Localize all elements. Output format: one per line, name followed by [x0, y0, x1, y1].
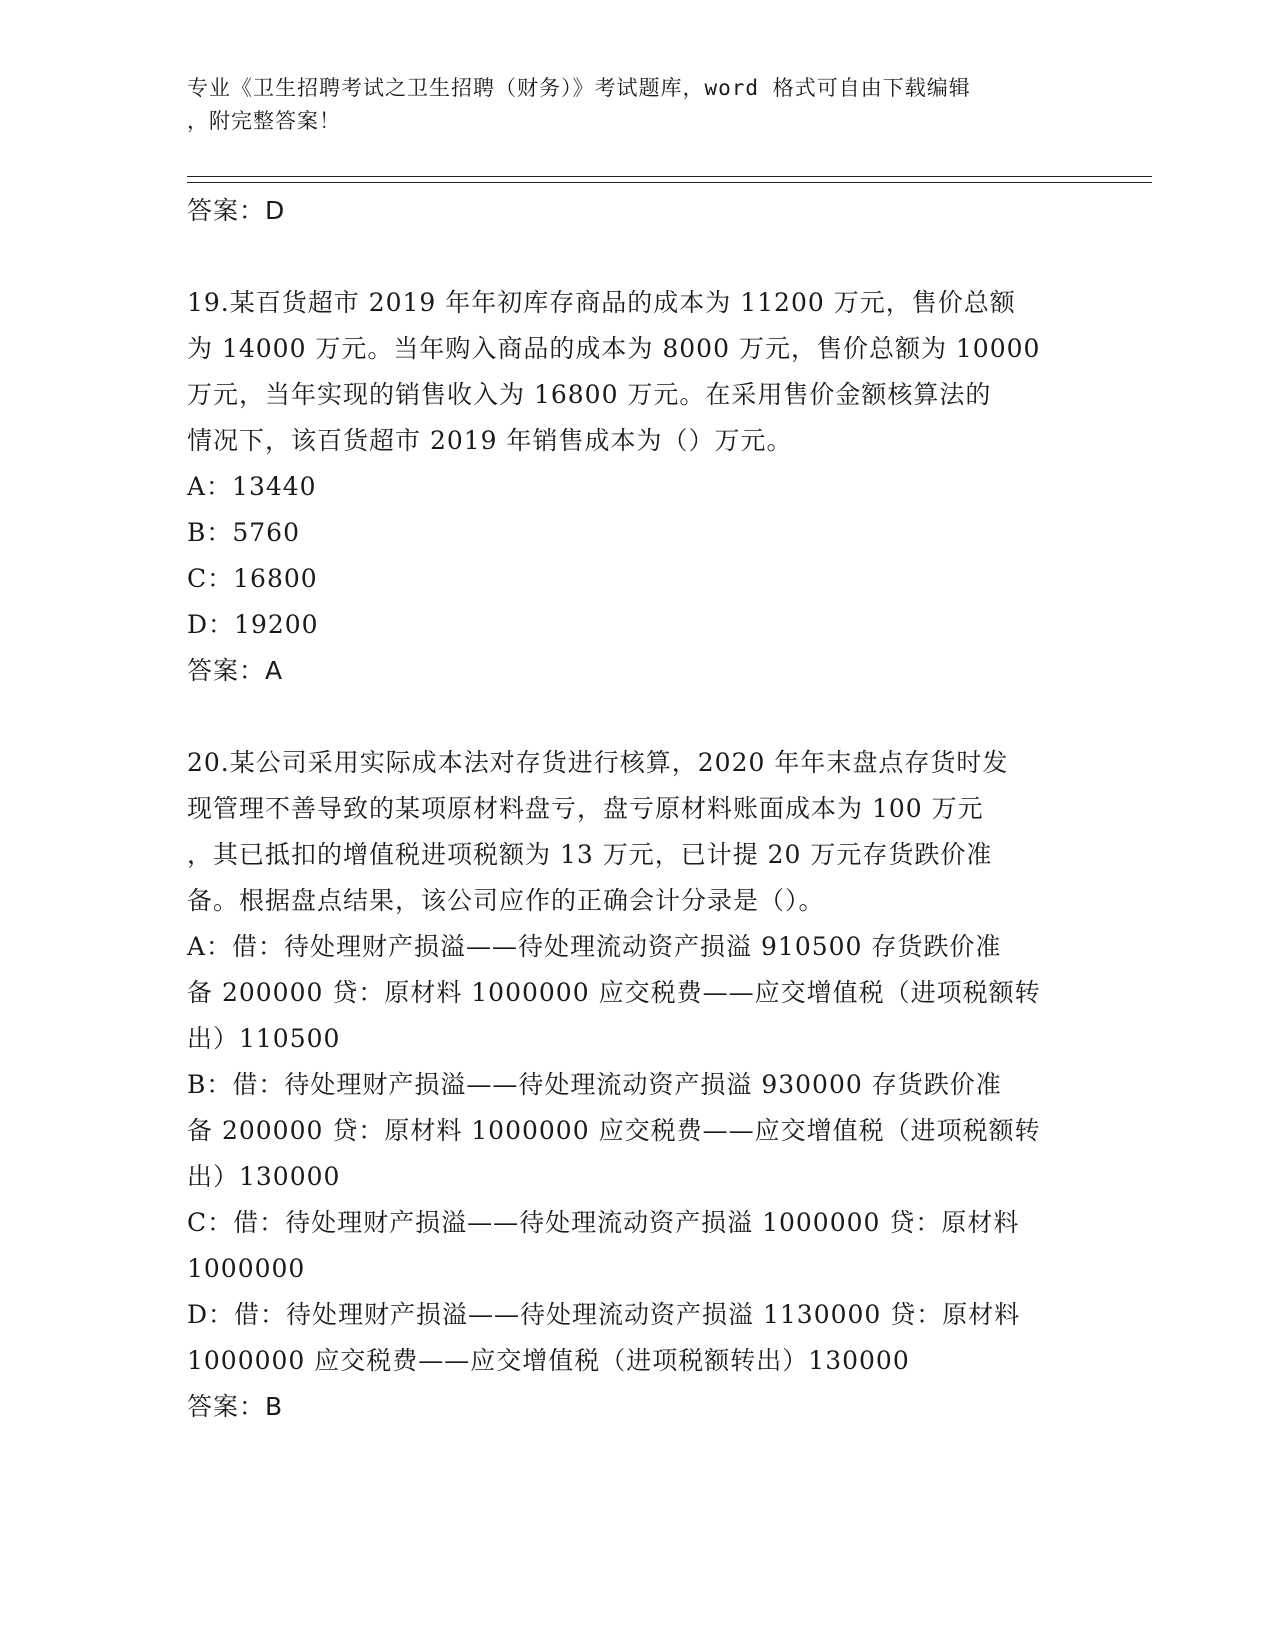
- option-a-line: 备 200000 贷：原材料 1000000 应交税费——应交增值税（进项税额转: [187, 978, 1041, 1007]
- question-text-line: 情况下，该百货超市 2019 年销售成本为（）万元。: [187, 426, 793, 455]
- option-d-line: D：借：待处理财产损溢——待处理流动资产损溢 1130000 贷：原材料: [187, 1300, 1021, 1329]
- header-divider-bottom: [187, 182, 1152, 183]
- page-header: [187, 72, 1067, 138]
- option-d-line: 1000000 应交税费——应交增值税（进项税额转出）130000: [187, 1346, 910, 1375]
- option-a-line: A：借：待处理财产损溢——待处理流动资产损溢 910500 存货跌价准: [187, 932, 1002, 961]
- question-text-line: 现管理不善导致的某项原材料盘亏，盘亏原材料账面成本为 100 万元: [187, 794, 984, 823]
- question-text-line: 为 14000 万元。当年购入商品的成本为 8000 万元，售价总额为 10000: [187, 334, 1041, 363]
- spacer: [187, 694, 1087, 740]
- spacer: [187, 234, 1087, 280]
- question-text-line: 万元，当年实现的销售收入为 16800 万元。在采用售价金额核算法的: [187, 380, 992, 409]
- header-line-2: ，附完整答案！: [187, 109, 341, 133]
- answer: 答案：B: [187, 1392, 284, 1421]
- option-a: A：13440: [187, 472, 317, 501]
- option-b-line: B：借：待处理财产损溢——待处理流动资产损溢 930000 存货跌价准: [187, 1070, 1002, 1099]
- question-20: [187, 740, 1087, 1430]
- option-b-line: 出）130000: [187, 1162, 341, 1191]
- option-a-line: 出）110500: [187, 1024, 341, 1053]
- option-c-line: 1000000: [187, 1254, 306, 1283]
- question-text-line: 20.某公司采用实际成本法对存货进行核算，2020 年年末盘点存货时发: [187, 748, 1009, 777]
- question-text-line: ，其已抵扣的增值税进项税额为 13 万元，已计提 20 万元存货跌价准: [187, 840, 993, 869]
- question-text-line: 19.某百货超市 2019 年年初库存商品的成本为 11200 万元，售价总额: [187, 288, 1016, 317]
- option-c-line: C：借：待处理财产损溢——待处理流动资产损溢 1000000 贷：原材料: [187, 1208, 1020, 1237]
- document-body: [187, 188, 1087, 1430]
- question-text-line: 备。根据盘点结果，该公司应作的正确会计分录是（）。: [187, 886, 825, 915]
- header-divider-top: [187, 176, 1152, 177]
- option-c: C：16800: [187, 564, 318, 593]
- answer: 答案：A: [187, 656, 284, 685]
- question-19: [187, 280, 1087, 694]
- previous-answer: 答案：D: [187, 196, 286, 225]
- option-b-line: 备 200000 贷：原材料 1000000 应交税费——应交增值税（进项税额转: [187, 1116, 1041, 1145]
- option-b: B：5760: [187, 518, 300, 547]
- header-line-1: 专业《卫生招聘考试之卫生招聘（财务）》考试题库，word 格式可自由下载编辑: [187, 76, 971, 100]
- option-d: D：19200: [187, 610, 319, 639]
